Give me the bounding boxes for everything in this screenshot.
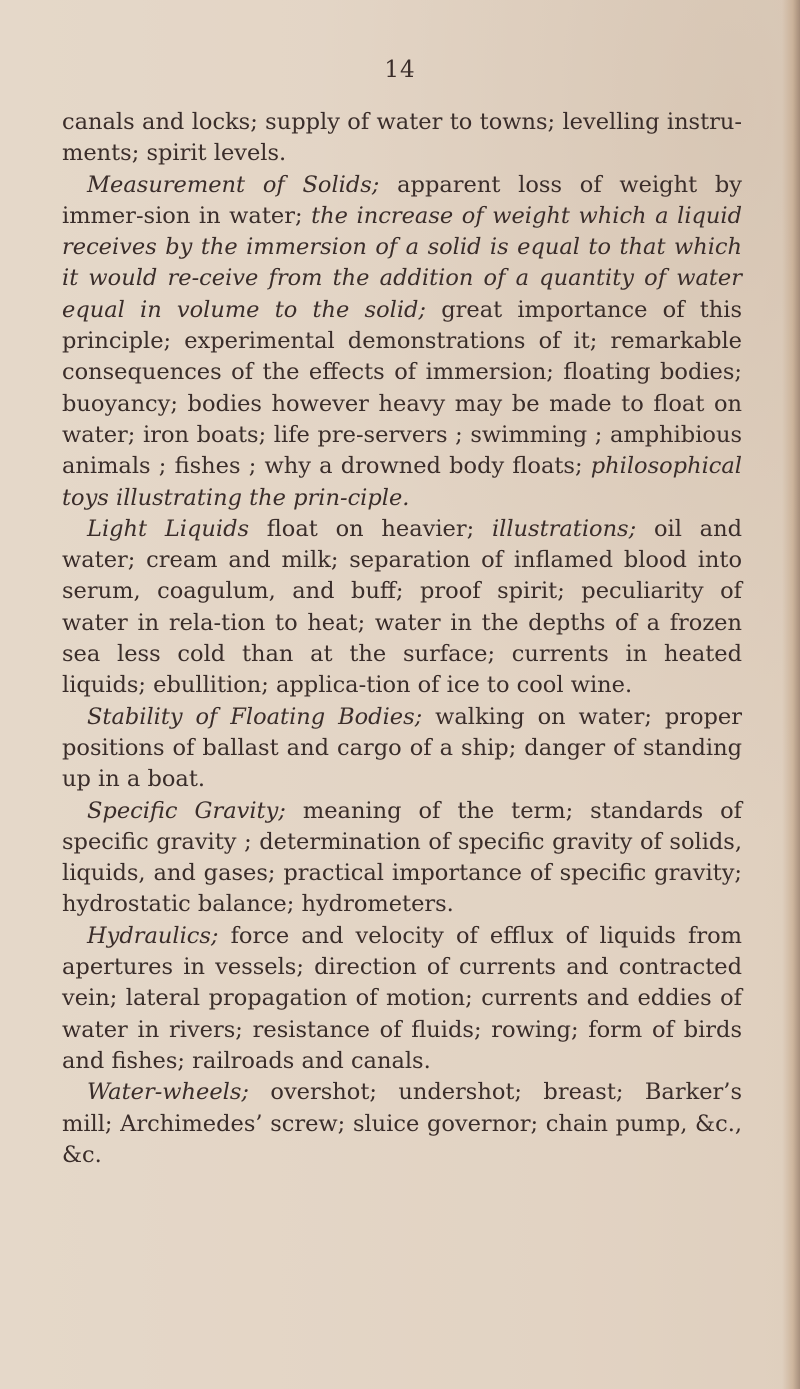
paragraph-2-italic-b: philosophical toys illustrating the prin-ciple. <box>62 453 742 511</box>
paragraph-hydraulics <box>62 921 742 1077</box>
paragraph-1-text: canals and locks; supply of water to towns; levelling instru-ments; spirit levels. <box>62 109 742 167</box>
paragraph-water-wheels <box>62 1077 742 1171</box>
paragraph-measurement-of-solids <box>62 170 742 514</box>
heading-hydraulics: Hydraulics; <box>87 922 219 949</box>
heading-specific-gravity: Specific Gravity; <box>87 797 286 824</box>
paragraph-2-text-b: great importance of this principle; experimental demonstrations of it; remarkable consequences of the effects of immersion; floating bodies; buoyancy; bodies however heavy may be made to float on water; iron boats; life pre-servers ; swimming ; amphibious animals ; fishes ; why a drowned body floats; <box>62 296 742 480</box>
paragraph-2-italic-a: the increase of weight which a liquid receives by the immersion of a solid is equal to that which it would re-ceive from the addition of a quantity of water equal in volume to the solid; <box>62 202 743 323</box>
text-block <box>62 107 742 1171</box>
paragraph-7-text: overshot; undershot; breast; Barker’s mill; Archimedes’ screw; sluice governor; chain pump, &c., &c. <box>62 1079 742 1168</box>
paragraph-3-italic-a: illustrations; <box>474 515 637 542</box>
paragraph-3-text-a: float on heavier; <box>249 515 475 542</box>
page-number: 14 <box>384 57 416 83</box>
heading-measurement-of-solids: Measurement of Solids; <box>87 171 380 198</box>
paragraph-1 <box>62 107 742 170</box>
page-edge-shadow <box>782 0 800 1389</box>
heading-light-liquids: Light Liquids <box>87 515 250 542</box>
paragraph-4-text: walking on water; proper positions of ballast and cargo of a ship; danger of standing up in a boat. <box>62 703 742 793</box>
paragraph-specific-gravity <box>62 796 742 921</box>
paragraph-6-text: force and velocity of efflux of liquids from apertures in vessels; direction of currents and contracted vein; lateral propagation of motion; currents and eddies of water in rivers; resistance of fluids; rowing; form of birds and fishes; railroads and canals. <box>62 922 742 1074</box>
heading-stability-of-floating-bodies: Stability of Floating Bodies; <box>87 703 423 730</box>
paragraph-5-text: meaning of the term; standards of specific gravity ; determination of specific gravity of solids, liquids, and gases; practical importance of specific gravity; hydrostatic balance; hydrometers. <box>62 797 743 918</box>
heading-water-wheels: Water-wheels; <box>87 1079 250 1106</box>
paragraph-stability <box>62 702 742 796</box>
paragraph-light-liquids <box>62 514 742 702</box>
paragraph-3-text-b: oil and water; cream and milk; separation of inflamed blood into serum, coagulum, and buff; proof spirit; peculiarity of water in rela-tion to heat; water in the depths of a frozen sea less cold than at the surface; currents in heated liquids; ebullition; applica-tion of ice to cool wine. <box>62 515 742 699</box>
paragraph-2-text-a: apparent loss of weight by immer-sion in water; <box>62 171 743 229</box>
